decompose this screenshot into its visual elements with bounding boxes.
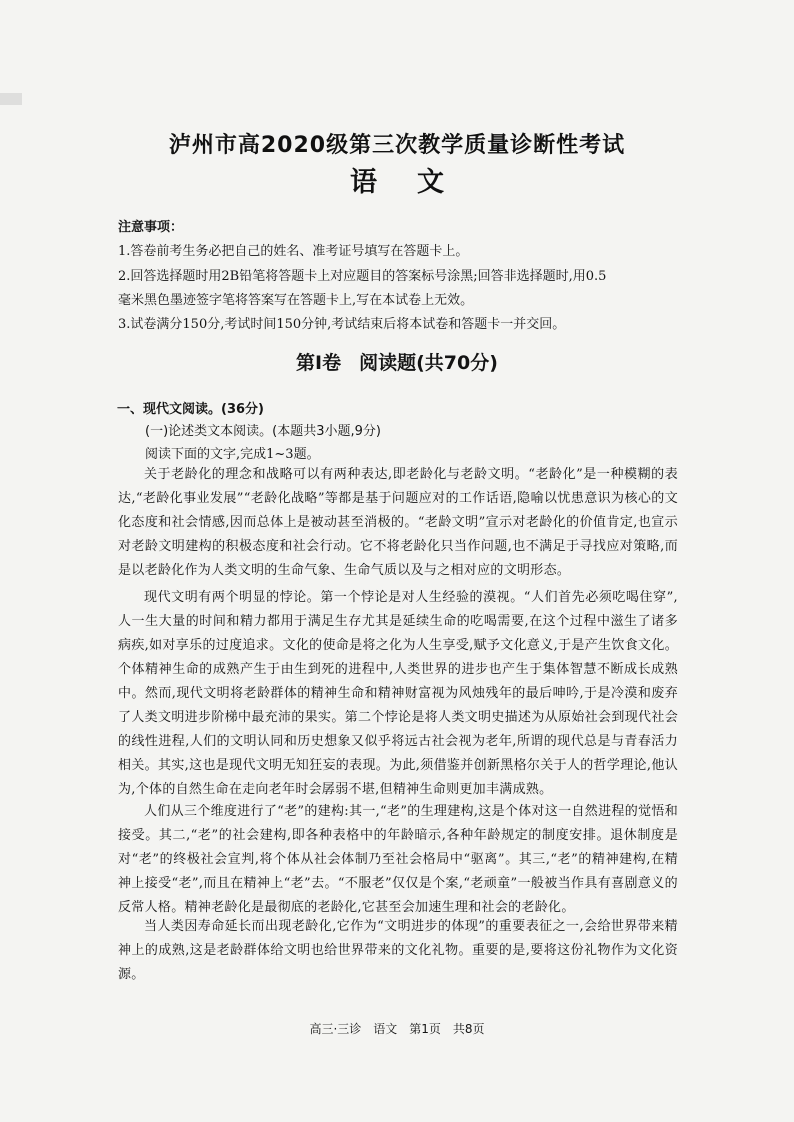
section-name: 阅读题(共70分) <box>359 352 498 374</box>
exam-title: 泸州市高2020级第三次教学质量诊断性考试 <box>168 133 626 158</box>
subject-title <box>0 160 794 199</box>
scan-margin-mark <box>0 93 22 105</box>
passage-paragraph-2: 现代文明有两个明显的悖论。第一个悖论是对人生经验的漠视。“人们首先必须吃喝住穿”,人一生大量的时间和精力都用于满足生存尤其是延续生命的吃喝需要,在这个过程中滋生了诸多病疾,如对享乐的过度追求。文化的使命是将之化为人生享受,赋予文化意义,于是产生饮食文化。个体精神生命的成熟产生于由生到死的进程中,人类世界的进步也产生于集体智慧不断成长成熟中。然而,现代文明将老龄群体的精神生命和精神财富视为风烛残年的最后呻吟,于是冷漠和废弃了人类文明进步阶梯中最充沛的果实。第二个悖论是将人类文明史描述为从原始社会到现代社会的线性进程,人们的文明认同和历史想象又似乎将远古社会视为老年,所谓的现代总是与青春活力相关。其实,这也是现代文明无知狂妄的表现。为此,须借鉴并创新黑格尔关于人的哲学理论,他认为,个体的自然生命在走向老年时会孱弱不堪,但精神生命则更加丰满成熟。 <box>118 590 678 797</box>
part-one-heading: 一、现代文阅读。(36分) <box>117 402 264 417</box>
notice-item-2: 2.回答选择题时用2B铅笔将答题卡上对应题目的答案标号涂黑;回答非选择题时,用0.5 <box>118 269 607 284</box>
section-part: 第Ⅰ卷 <box>296 352 342 374</box>
passage-paragraph-1: 关于老龄化的理念和战略可以有两种表达,即老龄化与老龄文明。“老龄化”是一种模糊的表达,“老龄化事业发展”“老龄化战略”等都是基于问题应对的工作话语,隐喻以忧患意识为核心的文化态度和社会情感,因而总体上是被动甚至消极的。“老龄文明”宣示对老龄化的价值肯定,也宣示对老龄文明建构的积极态度和社会行动。它不将老龄化只当作问题,也不满足于寻找应对策略,而是以老龄化作为人类文明的生命气象、生命气质以及与之相对应的文明形态。 <box>118 467 678 578</box>
section-heading <box>0 348 794 375</box>
subject-char-2: 文 <box>417 167 444 198</box>
notice-heading: 注意事项： <box>118 220 184 235</box>
subject-char-1: 语 <box>350 167 377 198</box>
page-footer: 高三·三诊 语文 第1页 共8页 <box>309 1022 485 1036</box>
notice-item-2-cont: 毫米黑色墨迹签字笔将答案写在答题卡上,写在本试卷上无效。 <box>118 293 474 308</box>
sub-one-heading: (一)论述类文本阅读。(本题共3小题,9分) <box>145 424 381 439</box>
notice-item-1: 1.答卷前考生务必把自己的姓名、准考证号填写在答题卡上。 <box>118 244 469 259</box>
passage-paragraph-3: 人们从三个维度进行了“老”的建构:其一,“老”的生理建构,这是个体对这一自然进程的觉悟和接受。其二,“老”的社会建构,即各种表格中的年龄暗示,各种年龄规定的制度安排。退休制度是对“老”的终极社会宣判,将个体从社会体制乃至社会格局中“驱离”。其三,“老”的精神建构,在精神上接受“老”,而且在精神上“老”去。“不服老”仅仅是个案,“老顽童”一般被当作具有喜剧意义的反常人格。精神老龄化是最彻底的老龄化,它甚至会加速生理和社会的老龄化。 <box>118 804 678 915</box>
notice-item-3: 3.试卷满分150分,考试时间150分钟,考试结束后将本试卷和答题卡一并交回。 <box>118 317 566 332</box>
passage-paragraph-4: 当人类因寿命延长而出现老龄化,它作为“文明进步的体现”的重要表征之一,会给世界带来精神上的成熟,这是老龄群体给文明也给世界带来的文化礼物。重要的是,要将这份礼物作为文化资源。 <box>118 919 678 982</box>
reading-instruction: 阅读下面的文字,完成1~3题。 <box>145 447 320 462</box>
